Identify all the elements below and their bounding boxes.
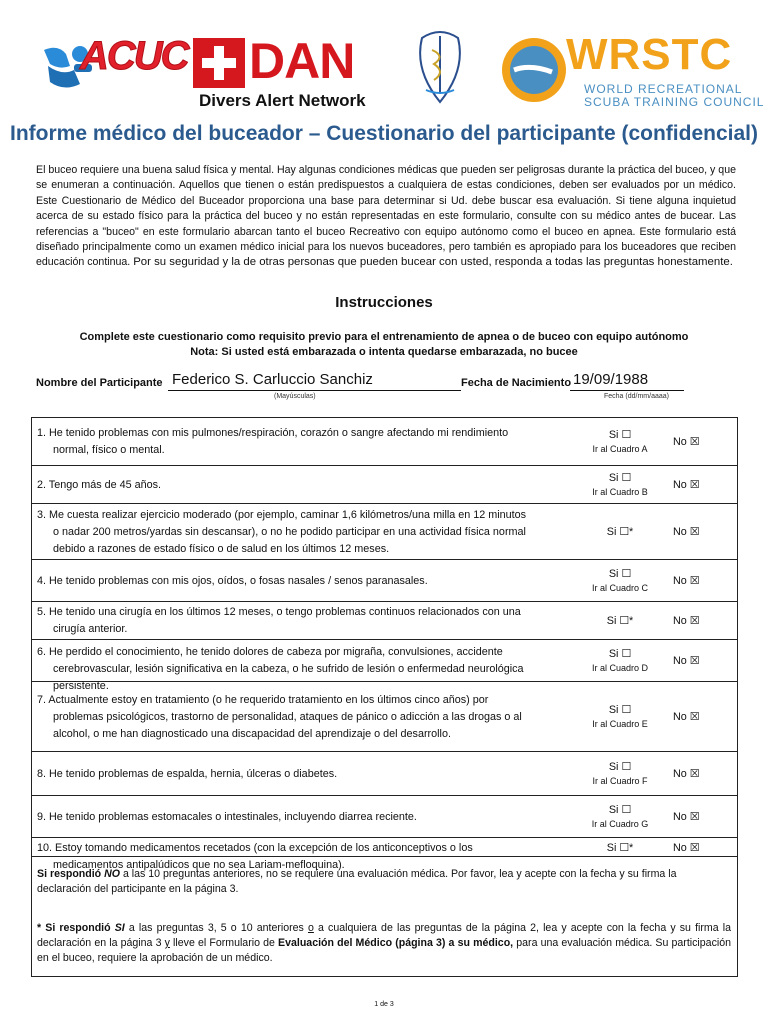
acuc-wordmark: ACUC bbox=[80, 34, 188, 78]
instructions-heading: Instrucciones bbox=[335, 294, 433, 311]
intro-paragraph bbox=[36, 163, 736, 271]
no-checkbox[interactable]: No ☒ bbox=[673, 655, 700, 667]
question-row bbox=[32, 560, 737, 602]
question-row bbox=[32, 640, 737, 692]
question-text: 5. He tenido una cirugía en los últimos 12 meses, o tengo problemas continuos relacionados con una cirugía anterior. bbox=[37, 606, 521, 635]
goto-box-label: Ir al Cuadro F bbox=[592, 776, 648, 786]
page-title: Informe médico del buceador – Cuestionario del participante (confidencial) bbox=[10, 122, 758, 145]
name-field[interactable]: Federico S. Carluccio Sanchiz bbox=[172, 371, 373, 388]
no-checkbox[interactable]: No ☒ bbox=[673, 575, 700, 587]
no-checkbox[interactable]: No ☒ bbox=[673, 811, 700, 823]
dob-underline bbox=[570, 390, 684, 391]
question-row bbox=[32, 504, 737, 560]
question-text: 2. Tengo más de 45 años. bbox=[37, 479, 162, 491]
question-text: 1. He tenido problemas con mis pulmones/respiración, corazón o sangre afectando mi rendimiento normal, físico o mental. bbox=[37, 427, 509, 456]
yes-checkbox[interactable]: Si ☐* bbox=[606, 842, 634, 854]
question-text: 3. Me cuesta realizar ejercicio moderado (por ejemplo, caminar 1,6 kilómetros/una milla en 12 minutos o nadar 200 metros/yardas sin descansar), o no he podido participar en una actividad física normal debido a razones de estado físico o de salud en los últimos 12 meses. bbox=[37, 509, 527, 555]
question-text: 10. Estoy tomando medicamentos recetados (con la excepción de los anticonceptivos o los medicamentos antipalúdicos que no sea Lariam-mefloquina). bbox=[37, 842, 473, 871]
question-row bbox=[32, 682, 737, 752]
question-row bbox=[32, 602, 737, 640]
yes-checkbox[interactable]: Si ☐ Ir al Cuadro C bbox=[580, 567, 660, 595]
question-row bbox=[32, 466, 737, 504]
no-checkbox[interactable]: No ☒ bbox=[673, 711, 700, 723]
intro-body: El buceo requiere una buena salud física y mental. Hay algunas condiciones médicas que pueden ser peligrosas durante la práctica del buceo, y que se enumeran a continuación. Aquellos que tienen o están predispuestos a cualquiera de estas condiciones, deben ser evaluados por un médico. Este Cuestionario de Médico del Buceador proporciona una base para determinar si Ud. debe buscar esa evaluación. Si tiene alguna inquietud acerca de su estado físico para la práctica del buceo y no están representadas en este formulario, consulte con su médico antes de bucear. Las referencias a "buceo" en este formulario abarcan tanto el buceo Recreativo con equipo autónomo como el buceo en apnea. Este formulario está diseñado principalmente como un examen médico inicial para los nuevos buceadores, pero también es apropiado para los buceadores que reciben educación continua. bbox=[36, 164, 736, 269]
wrstc-line2: SCUBA TRAINING COUNCIL bbox=[584, 95, 765, 109]
yes-checkbox[interactable]: Si ☐ Ir al Cuadro G bbox=[580, 803, 660, 831]
name-label: Nombre del Participante bbox=[36, 377, 163, 389]
question-text: 6. He perdido el conocimiento, he tenido dolores de cabeza por migraña, convulsiones, accidente cerebrovascular, lesión significativa en la cabeza, o he sufrido de lesión o enfermedad neurológica persistente. bbox=[37, 646, 524, 692]
yes-checkbox[interactable]: Si ☐ Ir al Cuadro B bbox=[580, 471, 660, 499]
dan-cross-icon bbox=[193, 38, 245, 88]
question-row bbox=[32, 796, 737, 838]
dob-label: Fecha de Nacimiento bbox=[461, 377, 572, 389]
page-number: 1 de 3 bbox=[374, 1001, 394, 1008]
no-checkbox[interactable]: No ☒ bbox=[673, 526, 700, 538]
yes-checkbox[interactable]: Si ☐ Ir al Cuadro F bbox=[580, 760, 660, 788]
no-checkbox[interactable]: No ☒ bbox=[673, 768, 700, 780]
dan-subtitle: Divers Alert Network bbox=[199, 91, 366, 110]
medical-seal-icon bbox=[412, 30, 468, 106]
question-text: 9. He tenido problemas estomacales o intestinales, incluyendo diarrea reciente. bbox=[37, 811, 417, 823]
no-checkbox[interactable]: No ☒ bbox=[673, 842, 700, 854]
dan-logo bbox=[193, 33, 379, 118]
dob-hint: Fecha (dd/mm/aaaa) bbox=[604, 393, 669, 400]
instructions-line2: Nota: Si usted está embarazada o intenta quedarse embarazada, no bucee bbox=[190, 346, 578, 358]
question-row bbox=[32, 418, 737, 466]
name-underline bbox=[168, 390, 461, 391]
goto-box-label: Ir al Cuadro B bbox=[592, 487, 648, 497]
no-checkbox[interactable]: No ☒ bbox=[673, 479, 700, 491]
intro-emphasis: Por su seguridad y la de otras personas que pueden bucear con usted, responda a todas las preguntas honestamente. bbox=[133, 256, 733, 269]
acuc-logo bbox=[40, 34, 188, 104]
globe-diver-icon bbox=[500, 36, 568, 104]
goto-box-label: Ir al Cuadro C bbox=[591, 583, 649, 593]
goto-box-label: Ir al Cuadro A bbox=[592, 444, 648, 454]
wrstc-wordmark: WRSTC bbox=[566, 30, 733, 79]
goto-box-label: Ir al Cuadro G bbox=[591, 819, 649, 829]
instructions-line1: Complete este cuestionario como requisito previo para el entrenamiento de apnea o de buceo con equipo autónomo bbox=[79, 331, 689, 343]
wrstc-logo bbox=[500, 30, 765, 110]
goto-box-label: Ir al Cuadro E bbox=[592, 719, 648, 729]
note-yes-answers: * Si respondió SI a las preguntas 3, 5 o 10 anteriores o a cualquiera de las preguntas de la página 2, lea y acepte con la fecha y su firma la declaración en la página 3 y lleve el Formulario de Evaluación del Médico (página 3) a su médico, para una evaluación médica. Su participación en el buceo, requiere la aprobación de un médico. bbox=[37, 922, 732, 964]
yes-checkbox[interactable]: Si ☐* bbox=[606, 526, 634, 538]
question-text: 8. He tenido problemas de espalda, hernia, úlceras o diabetes. bbox=[37, 768, 338, 780]
logo-band bbox=[0, 24, 768, 114]
notes-box bbox=[31, 856, 738, 977]
question-text: 7. Actualmente estoy en tratamiento (o he requerido tratamiento en los últimos cinco años) por problemas psicológicos, trastorno de personalidad, ataques de pánico o adicción a las drogas o al alcohol, o me han diagnosticado una discapacidad del aprendizaje o del desarrollo. bbox=[37, 694, 522, 740]
no-checkbox[interactable]: No ☒ bbox=[673, 436, 700, 448]
yes-checkbox[interactable]: Si ☐ Ir al Cuadro A bbox=[580, 428, 660, 456]
dan-wordmark: DAN bbox=[249, 33, 355, 89]
questions-table bbox=[31, 417, 738, 871]
yes-checkbox[interactable]: Si ☐ Ir al Cuadro D bbox=[580, 647, 660, 675]
question-text: 4. He tenido problemas con mis ojos, oídos, o fosas nasales / senos paranasales. bbox=[37, 575, 428, 587]
no-checkbox[interactable]: No ☒ bbox=[673, 615, 700, 627]
name-hint: (Mayúsculas) bbox=[274, 393, 316, 400]
wrstc-line1: WORLD RECREATIONAL bbox=[584, 82, 743, 96]
note-no-answers: Si respondió NO a las 10 preguntas anteriores, no se requiere una evaluación médica. Por favor, lea y acepte con la fecha y su firma la declaración del participante en la página 3. bbox=[37, 868, 677, 895]
dob-field[interactable]: 19/09/1988 bbox=[573, 371, 649, 388]
yes-checkbox[interactable]: Si ☐* bbox=[606, 615, 634, 627]
yes-checkbox[interactable]: Si ☐ Ir al Cuadro E bbox=[580, 703, 660, 731]
goto-box-label: Ir al Cuadro D bbox=[591, 663, 649, 673]
question-row bbox=[32, 752, 737, 796]
